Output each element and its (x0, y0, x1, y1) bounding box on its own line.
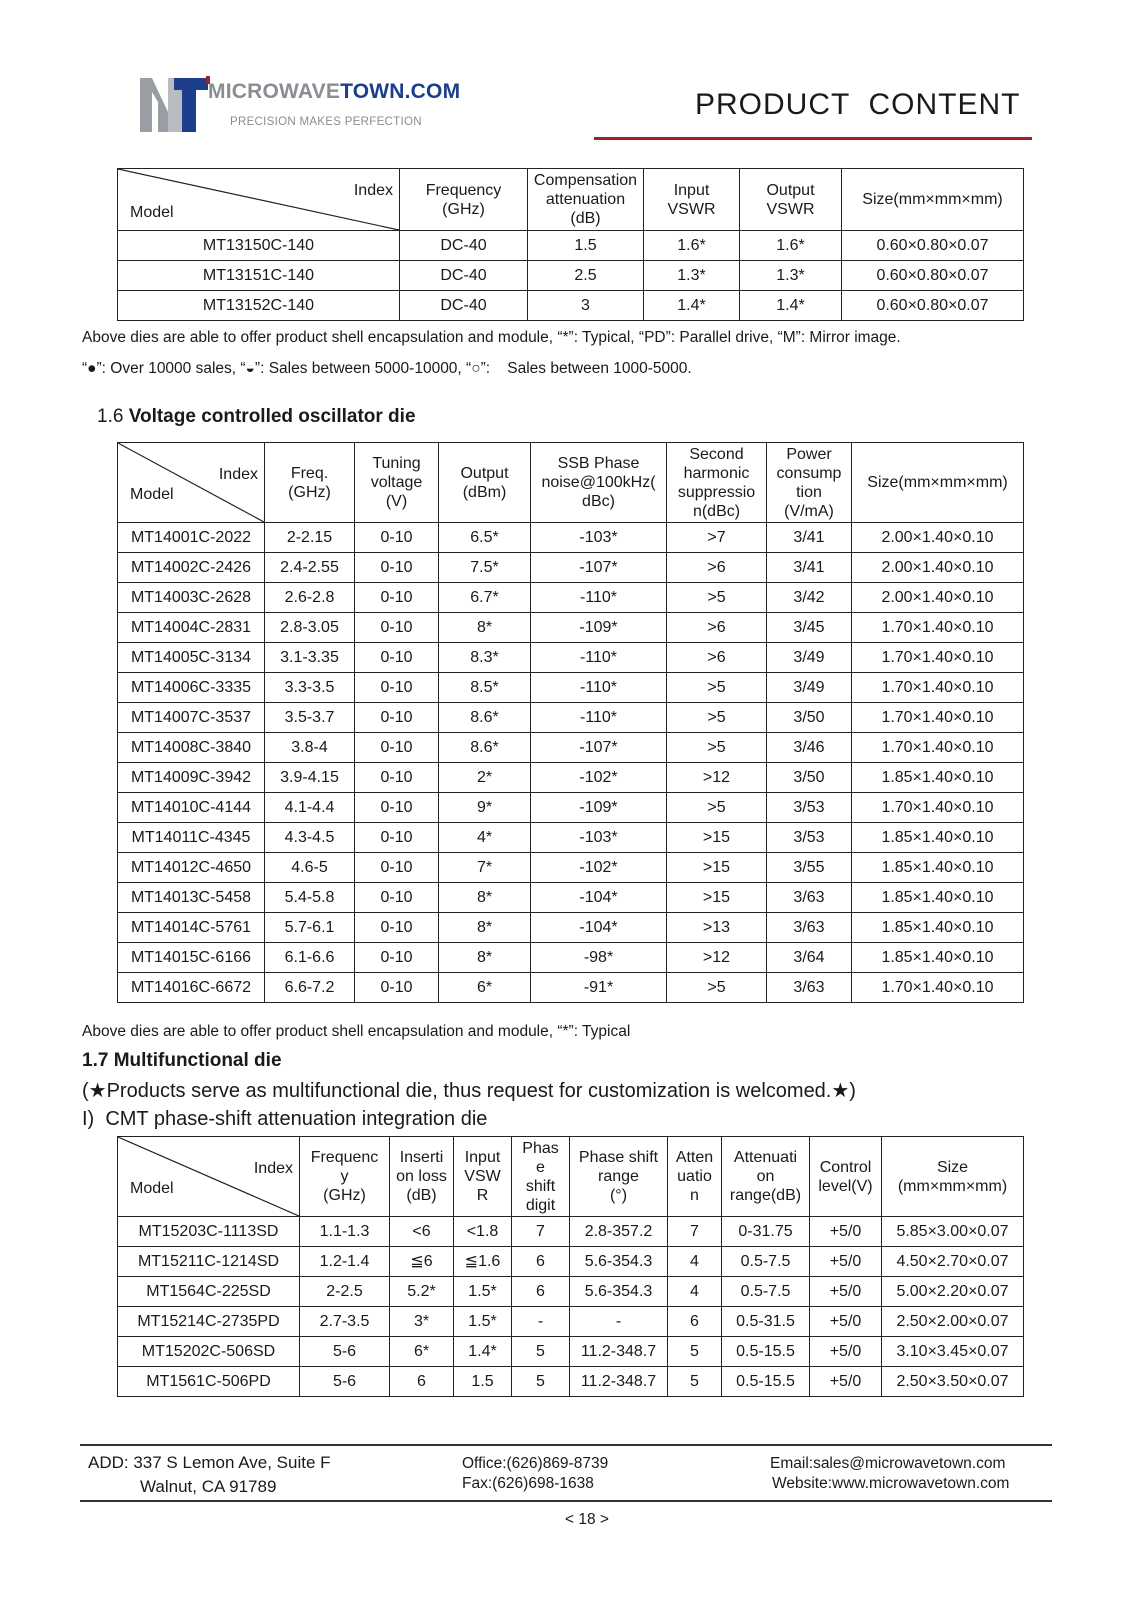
column-header: Control level(V) (810, 1137, 882, 1217)
value-cell: 0.60×0.80×0.07 (842, 291, 1024, 321)
value-cell: 5.7-6.1 (265, 913, 355, 943)
value-cell: -104* (531, 883, 667, 913)
table-row (118, 733, 1024, 763)
corner-model-label: Model (130, 1180, 174, 1197)
column-header: Atten uatio n (668, 1137, 722, 1217)
value-cell: >12 (667, 763, 767, 793)
phase-shift-attenuation-table (117, 1136, 1024, 1397)
model-cell: MT14011C-4345 (118, 823, 265, 853)
model-cell: MT1564C-225SD (118, 1277, 300, 1307)
value-cell: 7 (668, 1217, 722, 1247)
value-cell: 2* (439, 763, 531, 793)
value-cell: DC-40 (400, 291, 528, 321)
value-cell: -109* (531, 793, 667, 823)
value-cell: 6.7* (439, 583, 531, 613)
column-header: Tuning voltage (V) (355, 443, 439, 523)
value-cell: >6 (667, 613, 767, 643)
value-cell: 8* (439, 943, 531, 973)
value-cell: -102* (531, 763, 667, 793)
value-cell: 3/53 (767, 793, 852, 823)
model-cell: MT14014C-5761 (118, 913, 265, 943)
brand-name-part1: MICROWAVE (208, 80, 341, 103)
value-cell: 3.5-3.7 (265, 703, 355, 733)
value-cell: 2.50×2.00×0.07 (882, 1307, 1024, 1337)
model-cell: MT14005C-3134 (118, 643, 265, 673)
column-header: Second harmonic suppressio n(dBc) (667, 443, 767, 523)
model-cell: MT14013C-5458 (118, 883, 265, 913)
value-cell: 0-10 (355, 793, 439, 823)
column-header: Size(mm×mm×mm) (842, 169, 1024, 231)
table-header-row (118, 1137, 1024, 1217)
value-cell: 5 (668, 1337, 722, 1367)
model-cell: MT14012C-4650 (118, 853, 265, 883)
column-header: Freq. (GHz) (265, 443, 355, 523)
value-cell: 6 (512, 1247, 570, 1277)
value-cell: 7* (439, 853, 531, 883)
model-cell: MT14008C-3840 (118, 733, 265, 763)
value-cell: -102* (531, 853, 667, 883)
column-header: Attenuati on range(dB) (722, 1137, 810, 1217)
section-number: 1.6 (97, 406, 129, 427)
value-cell: 1.85×1.40×0.10 (852, 943, 1024, 973)
value-cell: 0.60×0.80×0.07 (842, 231, 1024, 261)
value-cell: 3.9-4.15 (265, 763, 355, 793)
value-cell: 4.1-4.4 (265, 793, 355, 823)
value-cell: 8* (439, 913, 531, 943)
value-cell: 9* (439, 793, 531, 823)
value-cell: 6 (390, 1367, 454, 1397)
value-cell: 8* (439, 883, 531, 913)
value-cell: 0-10 (355, 823, 439, 853)
column-header: Phas e shift digit (512, 1137, 570, 1217)
value-cell: 1.70×1.40×0.10 (852, 793, 1024, 823)
value-cell: 3/63 (767, 973, 852, 1003)
section-title: Voltage controlled oscillator die (128, 406, 416, 427)
footer-top-rule (80, 1444, 1052, 1446)
brand-tagline: PRECISION MAKES PERFECTION (230, 116, 422, 128)
value-cell: 5.85×3.00×0.07 (882, 1217, 1024, 1247)
footer-address-line1: ADD: 337 S Lemon Ave, Suite F (88, 1453, 331, 1472)
value-cell: 0.60×0.80×0.07 (842, 261, 1024, 291)
value-cell: <1.8 (454, 1217, 512, 1247)
value-cell: 4* (439, 823, 531, 853)
value-cell: >5 (667, 673, 767, 703)
value-cell: 5.00×2.20×0.07 (882, 1277, 1024, 1307)
footer-website-link[interactable]: Website:www.microwavetown.com (772, 1475, 1010, 1492)
table2-note: Above dies are able to offer product shell encapsulation and module, “*”: Typical (82, 1023, 631, 1040)
table-row (118, 1367, 1024, 1397)
value-cell: 3/63 (767, 913, 852, 943)
value-cell: 6* (439, 973, 531, 1003)
model-cell: MT14016C-6672 (118, 973, 265, 1003)
company-logo (138, 72, 461, 142)
value-cell: 1.70×1.40×0.10 (852, 613, 1024, 643)
corner-index-label: Index (353, 182, 393, 199)
model-cell: MT14001C-2022 (118, 523, 265, 553)
value-cell: 1.3* (644, 261, 740, 291)
value-cell: 2.5 (528, 261, 644, 291)
footer-fax: Fax:(626)698-1638 (462, 1475, 594, 1492)
value-cell: 1.4* (740, 291, 842, 321)
value-cell: 3/41 (767, 523, 852, 553)
value-cell: 6 (512, 1277, 570, 1307)
table-row (118, 583, 1024, 613)
value-cell: ≦6 (390, 1247, 454, 1277)
value-cell: 1.5* (454, 1307, 512, 1337)
value-cell: 1.70×1.40×0.10 (852, 673, 1024, 703)
value-cell: 1.85×1.40×0.10 (852, 823, 1024, 853)
value-cell: 2.00×1.40×0.10 (852, 583, 1024, 613)
table-row (118, 643, 1024, 673)
value-cell: 6.1-6.6 (265, 943, 355, 973)
value-cell: 3.1-3.35 (265, 643, 355, 673)
value-cell: 3/45 (767, 613, 852, 643)
value-cell: +5/0 (810, 1277, 882, 1307)
value-cell: -110* (531, 643, 667, 673)
corner-model-label: Model (130, 486, 174, 503)
model-cell: MT14009C-3942 (118, 763, 265, 793)
value-cell: 7.5* (439, 553, 531, 583)
value-cell: >12 (667, 943, 767, 973)
value-cell: 1.70×1.40×0.10 (852, 703, 1024, 733)
value-cell: 0-10 (355, 883, 439, 913)
value-cell: 4 (668, 1277, 722, 1307)
value-cell: 3/46 (767, 733, 852, 763)
value-cell: 0.5-15.5 (722, 1367, 810, 1397)
footer-email-link[interactable]: Email:sales@microwavetown.com (770, 1455, 1006, 1472)
value-cell: 5-6 (300, 1337, 390, 1367)
value-cell: 2-2.5 (300, 1277, 390, 1307)
page-number: < 18 > (565, 1511, 609, 1528)
value-cell: 1.6* (740, 231, 842, 261)
table-row (118, 1337, 1024, 1367)
value-cell: 1.3* (740, 261, 842, 291)
value-cell: >15 (667, 883, 767, 913)
value-cell: >13 (667, 913, 767, 943)
value-cell: 0-10 (355, 673, 439, 703)
column-header: Input VSW R (454, 1137, 512, 1217)
corner-index-label: Index (218, 466, 258, 483)
value-cell: 11.2-348.7 (570, 1337, 668, 1367)
value-cell: -109* (531, 613, 667, 643)
value-cell: 3/63 (767, 883, 852, 913)
model-cell: MT14004C-2831 (118, 613, 265, 643)
value-cell: 3 (528, 291, 644, 321)
value-cell: 2.50×3.50×0.07 (882, 1367, 1024, 1397)
value-cell: -110* (531, 583, 667, 613)
value-cell: 1.85×1.40×0.10 (852, 913, 1024, 943)
value-cell: -103* (531, 823, 667, 853)
value-cell: 1.6* (644, 231, 740, 261)
value-cell: -107* (531, 733, 667, 763)
value-cell: 1.4* (644, 291, 740, 321)
value-cell: 1.70×1.40×0.10 (852, 733, 1024, 763)
value-cell: 3/53 (767, 823, 852, 853)
value-cell: 5 (512, 1367, 570, 1397)
value-cell: 0-10 (355, 733, 439, 763)
vco-table (117, 442, 1024, 1003)
value-cell: ≦1.6 (454, 1247, 512, 1277)
value-cell: 0-10 (355, 853, 439, 883)
value-cell: 8.5* (439, 673, 531, 703)
value-cell: 0-10 (355, 583, 439, 613)
table-corner-cell (118, 169, 400, 231)
value-cell: 1.5 (454, 1367, 512, 1397)
value-cell: 8.6* (439, 733, 531, 763)
brand-name-part2: TOWN.COM (340, 80, 461, 103)
table-row (118, 553, 1024, 583)
table-row (118, 231, 1024, 261)
value-cell: >6 (667, 553, 767, 583)
value-cell: 2.00×1.40×0.10 (852, 523, 1024, 553)
value-cell: 3/50 (767, 703, 852, 733)
value-cell: 5-6 (300, 1367, 390, 1397)
value-cell: 3/41 (767, 553, 852, 583)
table-row (118, 793, 1024, 823)
value-cell: 2.8-3.05 (265, 613, 355, 643)
model-cell: MT14007C-3537 (118, 703, 265, 733)
value-cell: 4.50×2.70×0.07 (882, 1247, 1024, 1277)
value-cell: 1.70×1.40×0.10 (852, 973, 1024, 1003)
table-row (118, 763, 1024, 793)
value-cell: 3.3-3.5 (265, 673, 355, 703)
table-corner-cell (118, 1137, 300, 1217)
value-cell: 0.5-7.5 (722, 1277, 810, 1307)
column-header: Inserti on loss (dB) (390, 1137, 454, 1217)
value-cell: 1.1-1.3 (300, 1217, 390, 1247)
value-cell: >5 (667, 733, 767, 763)
value-cell: 3/55 (767, 853, 852, 883)
value-cell: 5 (668, 1367, 722, 1397)
table1-note: Above dies are able to offer product shell encapsulation and module, “*”: Typical, “PD”: Parallel drive, “M”: Mirror image. (82, 329, 901, 346)
value-cell: - (570, 1307, 668, 1337)
model-cell: MT15202C-506SD (118, 1337, 300, 1367)
model-cell: MT13151C-140 (118, 261, 400, 291)
value-cell: >15 (667, 823, 767, 853)
value-cell: 5.6-354.3 (570, 1277, 668, 1307)
value-cell: 3/42 (767, 583, 852, 613)
brand-name (208, 80, 460, 104)
value-cell: 0-10 (355, 553, 439, 583)
column-header: Frequenc y (GHz) (300, 1137, 390, 1217)
value-cell: 1.85×1.40×0.10 (852, 853, 1024, 883)
value-cell: 1.70×1.40×0.10 (852, 643, 1024, 673)
value-cell: 4.6-5 (265, 853, 355, 883)
table-corner-cell (118, 443, 265, 523)
table-row (118, 943, 1024, 973)
value-cell: 1.4* (454, 1337, 512, 1367)
value-cell: DC-40 (400, 261, 528, 291)
value-cell: 7 (512, 1217, 570, 1247)
page-title: PRODUCT CONTENT (695, 88, 1021, 121)
footer-address-line2: Walnut, CA 91789 (140, 1477, 277, 1496)
corner-index-label: Index (253, 1160, 293, 1177)
value-cell: 1.5* (454, 1277, 512, 1307)
value-cell: 3.8-4 (265, 733, 355, 763)
value-cell: 6* (390, 1337, 454, 1367)
value-cell: 3/49 (767, 673, 852, 703)
value-cell: 3/49 (767, 643, 852, 673)
section-1-7-item: I) CMT phase-shift attenuation integration die (82, 1108, 488, 1130)
value-cell: 8* (439, 613, 531, 643)
footer-office-phone: Office:(626)869-8739 (462, 1455, 609, 1472)
value-cell: 1.85×1.40×0.10 (852, 883, 1024, 913)
value-cell: 0-10 (355, 763, 439, 793)
table-row (118, 883, 1024, 913)
value-cell: 1.2-1.4 (300, 1247, 390, 1277)
value-cell: <6 (390, 1217, 454, 1247)
column-header: Phase shift range (°) (570, 1137, 668, 1217)
value-cell: 4.3-4.5 (265, 823, 355, 853)
value-cell: >6 (667, 643, 767, 673)
table-row (118, 1247, 1024, 1277)
value-cell: 2.6-2.8 (265, 583, 355, 613)
table-row (118, 291, 1024, 321)
table-row (118, 1307, 1024, 1337)
value-cell: >5 (667, 703, 767, 733)
model-cell: MT15211C-1214SD (118, 1247, 300, 1277)
value-cell: +5/0 (810, 1247, 882, 1277)
model-cell: MT1561C-506PD (118, 1367, 300, 1397)
table-row (118, 853, 1024, 883)
column-header: Output (dBm) (439, 443, 531, 523)
value-cell: 4 (668, 1247, 722, 1277)
value-cell: 0-10 (355, 913, 439, 943)
value-cell: 2.00×1.40×0.10 (852, 553, 1024, 583)
column-header: Input VSWR (644, 169, 740, 231)
value-cell: 0.5-31.5 (722, 1307, 810, 1337)
value-cell: 0-10 (355, 703, 439, 733)
value-cell: 6.5* (439, 523, 531, 553)
value-cell: 8.3* (439, 643, 531, 673)
table-row (118, 261, 1024, 291)
value-cell: 6 (668, 1307, 722, 1337)
model-cell: MT14002C-2426 (118, 553, 265, 583)
value-cell: 3/50 (767, 763, 852, 793)
value-cell: 3.10×3.45×0.07 (882, 1337, 1024, 1367)
value-cell: >5 (667, 583, 767, 613)
value-cell: 0-10 (355, 523, 439, 553)
table-row (118, 673, 1024, 703)
value-cell: 2-2.15 (265, 523, 355, 553)
value-cell: -98* (531, 943, 667, 973)
table-row (118, 913, 1024, 943)
value-cell: >5 (667, 793, 767, 823)
value-cell: 0-31.75 (722, 1217, 810, 1247)
value-cell: 5.2* (390, 1277, 454, 1307)
value-cell: +5/0 (810, 1307, 882, 1337)
value-cell: 8.6* (439, 703, 531, 733)
model-cell: MT14015C-6166 (118, 943, 265, 973)
value-cell: 0-10 (355, 943, 439, 973)
model-cell: MT13150C-140 (118, 231, 400, 261)
table-row (118, 1217, 1024, 1247)
value-cell: 3/64 (767, 943, 852, 973)
section-1-7-subtitle: (★Products serve as multifunctional die, thus request for customization is welcomed.★) (82, 1080, 856, 1102)
value-cell: 5.6-354.3 (570, 1247, 668, 1277)
section-1-6-heading (97, 406, 416, 428)
value-cell: 3* (390, 1307, 454, 1337)
value-cell: 0-10 (355, 643, 439, 673)
value-cell: 2.8-357.2 (570, 1217, 668, 1247)
value-cell: 6.6-7.2 (265, 973, 355, 1003)
value-cell: -110* (531, 673, 667, 703)
value-cell: +5/0 (810, 1337, 882, 1367)
mt-logo-icon (138, 72, 210, 134)
value-cell: +5/0 (810, 1367, 882, 1397)
table-row (118, 823, 1024, 853)
value-cell: 1.5 (528, 231, 644, 261)
value-cell: >15 (667, 853, 767, 883)
value-cell: >7 (667, 523, 767, 553)
value-cell: 0.5-15.5 (722, 1337, 810, 1367)
value-cell: -91* (531, 973, 667, 1003)
value-cell: >5 (667, 973, 767, 1003)
value-cell: 11.2-348.7 (570, 1367, 668, 1397)
title-rule (594, 137, 1032, 140)
section-1-7-heading: 1.7 Multifunctional die (82, 1050, 282, 1071)
table-row (118, 973, 1024, 1003)
value-cell: -104* (531, 913, 667, 943)
attenuator-table (117, 168, 1024, 321)
value-cell: 0-10 (355, 973, 439, 1003)
value-cell: 5 (512, 1337, 570, 1367)
value-cell: -110* (531, 703, 667, 733)
footer-bottom-rule (80, 1500, 1052, 1502)
model-cell: MT13152C-140 (118, 291, 400, 321)
table-row (118, 703, 1024, 733)
column-header: Frequency (GHz) (400, 169, 528, 231)
value-cell: - (512, 1307, 570, 1337)
column-header: Compensation attenuation (dB) (528, 169, 644, 231)
value-cell: -103* (531, 523, 667, 553)
value-cell: 5.4-5.8 (265, 883, 355, 913)
column-header: SSB Phase noise@100kHz( dBc) (531, 443, 667, 523)
table-row (118, 523, 1024, 553)
table-row (118, 613, 1024, 643)
column-header: Output VSWR (740, 169, 842, 231)
value-cell: 0.5-7.5 (722, 1247, 810, 1277)
value-cell: +5/0 (810, 1217, 882, 1247)
sales-legend-note: “●”: Over 10000 sales, “◒”: Sales between 5000-10000, “○”: Sales between 1000-5000. (82, 360, 692, 377)
column-header: Power consump tion (V/mA) (767, 443, 852, 523)
value-cell: 2.7-3.5 (300, 1307, 390, 1337)
table-header-row (118, 443, 1024, 523)
model-cell: MT14010C-4144 (118, 793, 265, 823)
value-cell: 1.85×1.40×0.10 (852, 763, 1024, 793)
model-cell: MT14006C-3335 (118, 673, 265, 703)
model-cell: MT14003C-2628 (118, 583, 265, 613)
column-header: Size(mm×mm×mm) (852, 443, 1024, 523)
value-cell: 0-10 (355, 613, 439, 643)
column-header: Size (mm×mm×mm) (882, 1137, 1024, 1217)
model-cell: MT15214C-2735PD (118, 1307, 300, 1337)
table-row (118, 1277, 1024, 1307)
corner-model-label: Model (130, 204, 174, 221)
model-cell: MT15203C-1113SD (118, 1217, 300, 1247)
value-cell: DC-40 (400, 231, 528, 261)
value-cell: -107* (531, 553, 667, 583)
table-header-row (118, 169, 1024, 231)
value-cell: 2.4-2.55 (265, 553, 355, 583)
